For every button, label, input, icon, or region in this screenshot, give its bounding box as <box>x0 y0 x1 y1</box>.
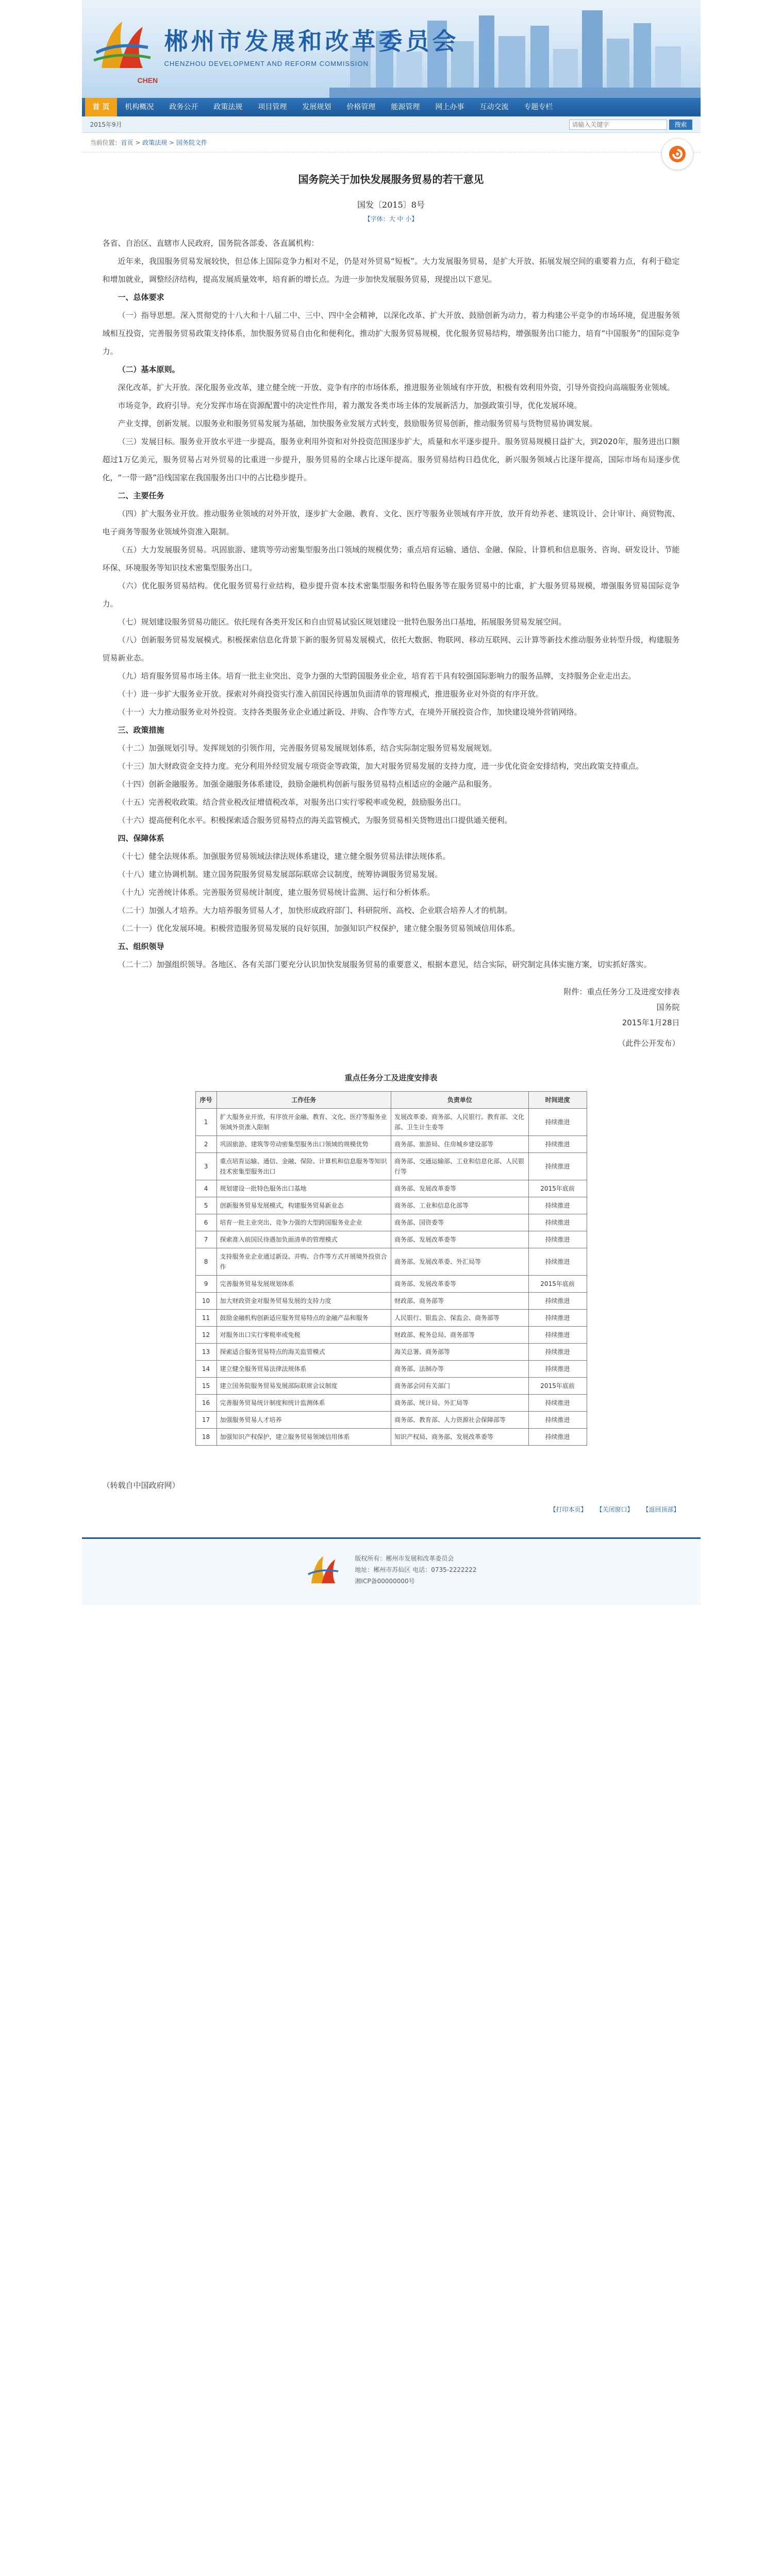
search-input[interactable] <box>569 120 667 130</box>
table-row <box>195 1344 587 1361</box>
cell-unit: 商务部会同有关部门 <box>391 1378 528 1395</box>
cell-time: 持续推进 <box>528 1395 587 1412</box>
cell-time: 持续推进 <box>528 1429 587 1446</box>
search-box <box>569 120 692 130</box>
cell-number: 2 <box>195 1136 217 1153</box>
main-nav <box>82 98 701 116</box>
table-row <box>195 1214 587 1231</box>
table-row <box>195 1197 587 1214</box>
table-row <box>195 1395 587 1412</box>
cell-unit: 财政部、商务部等 <box>391 1293 528 1310</box>
section-heading: 一、总体要求 <box>118 293 164 302</box>
nav-item-home[interactable]: 首 页 <box>85 98 118 116</box>
cell-time: 持续推进 <box>528 1344 587 1361</box>
document-number: 国发〔2015〕8号 <box>357 200 425 210</box>
cell-number: 4 <box>195 1180 217 1197</box>
paragraph: （十七）健全法规体系。加强服务贸易领域法律法规体系建设，建立健全服务贸易法律法规体系。 <box>118 852 451 861</box>
source-note: （转载自中国政府网） <box>102 1481 180 1490</box>
paragraph: （二十）加强人才培养。大力培养服务贸易人才，加快形成政府部门、科研院所、高校、企业联合培养人才的机制。 <box>118 906 512 915</box>
section-heading: 三、政策措施 <box>118 725 164 735</box>
table-header-number: 序号 <box>195 1092 217 1109</box>
nav-item-planning[interactable]: 发展规划 <box>302 103 331 111</box>
paragraph: （八）创新服务贸易发展模式。积极探索信息化背景下新的服务贸易发展模式，依托大数据、物联网、移动互联网、云计算等新技术推动服务业转型升级，构建服务贸易新业态。 <box>102 635 680 663</box>
section-heading: （二）基本原则。 <box>118 365 180 374</box>
nav-item-online-services[interactable]: 网上办事 <box>435 103 464 111</box>
table-header-row <box>195 1092 587 1109</box>
breadcrumb-current[interactable]: 国务院文件 <box>176 139 207 146</box>
cell-task: 规划建设一批特色服务出口基地 <box>217 1180 391 1197</box>
cell-time: 持续推进 <box>528 1109 587 1136</box>
nav-item-energy[interactable]: 能源管理 <box>391 103 420 111</box>
cell-number: 12 <box>195 1327 217 1344</box>
cell-time: 持续推进 <box>528 1327 587 1344</box>
back-to-top-button[interactable]: 【返回顶部】 <box>642 1506 680 1513</box>
cell-task: 建立健全服务贸易法律法规体系 <box>217 1361 391 1378</box>
cell-task: 加强知识产权保护，建立服务贸易领域信用体系 <box>217 1429 391 1446</box>
cell-unit: 商务部、法制办等 <box>391 1361 528 1378</box>
cell-unit: 商务部、教育部、人力资源社会保障部等 <box>391 1412 528 1429</box>
paragraph: （十四）创新金融服务。加强金融服务体系建设，鼓励金融机构创新与服务贸易特点相适应的金融产品和服务。 <box>118 779 497 789</box>
cell-time: 2015年底前 <box>528 1378 587 1395</box>
cell-task: 完善服务贸易统计制度和统计监测体系 <box>217 1395 391 1412</box>
table-row <box>195 1429 587 1446</box>
cell-unit: 商务部、交通运输部、工业和信息化部、人民银行等 <box>391 1153 528 1180</box>
section-heading: 五、组织领导 <box>118 942 164 951</box>
cell-unit: 发展改革委、商务部、人民银行、教育部、文化部、卫生计生委等 <box>391 1109 528 1136</box>
cell-unit: 商务部、旅游局、住房城乡建设部等 <box>391 1136 528 1153</box>
site-logo-block <box>91 11 459 78</box>
cell-unit: 财政部、税务总局、商务部等 <box>391 1327 528 1344</box>
cell-task: 创新服务贸易发展模式，构建服务贸易新业态 <box>217 1197 391 1214</box>
nav-item-policies[interactable]: 政策法规 <box>213 103 243 111</box>
cell-task: 探索准入前国民待遇加负面清单的管理模式 <box>217 1231 391 1248</box>
cell-task: 加强服务贸易人才培养 <box>217 1412 391 1429</box>
paragraph: （六）优化服务贸易结构。优化服务贸易行业结构，稳步提升资本技术密集型服务和特色服务等在服务贸易中的比重，扩大服务贸易规模，增强服务贸易国际竞争力。 <box>102 581 680 608</box>
app-badge-icon <box>667 144 688 164</box>
cell-number: 3 <box>195 1153 217 1180</box>
print-button[interactable]: 【打印本页】 <box>550 1506 587 1513</box>
breadcrumb-prefix: 当前位置： <box>90 139 121 146</box>
table-header-time: 时间进度 <box>528 1092 587 1109</box>
article <box>82 152 701 1456</box>
site-subtitle: CHENZHOU DEVELOPMENT AND REFORM COMMISSION <box>164 59 369 67</box>
article-title: 国务院关于加快发展服务贸易的若干意见 <box>298 173 484 185</box>
footer-copyright: 版权所有：郴州市发展和改革委员会 <box>355 1555 454 1562</box>
table-header-task: 工作任务 <box>217 1092 391 1109</box>
table-row <box>195 1136 587 1153</box>
cell-unit: 商务部、国资委等 <box>391 1214 528 1231</box>
cell-time: 持续推进 <box>528 1214 587 1231</box>
paragraph: （一）指导思想。深入贯彻党的十八大和十八届二中、三中、四中全会精神，以深化改革、扩大开放、鼓励创新为动力，着力构建公平竞争的市场环境，促进服务领域相互投资，完善服务贸易政策支持体系，加快服务贸易自由化和便利化，推动扩大服务贸易规模，优化服务贸易结构，增强服务出口能力，培育“中国服务”的国际竞争力。 <box>102 311 680 356</box>
breadcrumb-separator: > <box>167 139 176 146</box>
table-row <box>195 1248 587 1276</box>
attachment-note: 附件：重点任务分工及进度安排表 <box>563 987 680 996</box>
cell-number: 8 <box>195 1248 217 1276</box>
paragraph: 各省、自治区、直辖市人民政府，国务院各部委、各直属机构： <box>102 239 319 248</box>
footer-icp: 湘ICP备00000000号 <box>355 1578 415 1585</box>
logo-wordmark: CHEN <box>137 76 158 84</box>
breadcrumb-section[interactable]: 政策法规 <box>142 139 168 146</box>
font-size-tools <box>103 214 680 223</box>
cell-unit: 海关总署、商务部等 <box>391 1344 528 1361</box>
table-row <box>195 1412 587 1429</box>
cell-task: 对服务出口实行零税率或免税 <box>217 1327 391 1344</box>
cell-time: 持续推进 <box>528 1153 587 1180</box>
article-actions <box>82 1490 701 1522</box>
nav-item-public-affairs[interactable]: 政务公开 <box>169 103 198 111</box>
cell-task: 巩固旅游、建筑等劳动密集型服务出口领域的规模优势 <box>217 1136 391 1153</box>
paragraph: （九）培育服务贸易市场主体。培育一批主业突出、竞争力强的大型跨国服务业企业，培育若干具有较强国际影响力的服务品牌，支持服务企业走出去。 <box>118 671 636 681</box>
search-button[interactable]: 搜索 <box>669 120 692 130</box>
footer-text <box>355 1553 476 1587</box>
breadcrumb-separator: > <box>133 139 143 146</box>
paragraph: （四）扩大服务业开放。推动服务业领域的对外开放，逐步扩大金融、教育、文化、医疗等服务业领域有序开放，放开育幼养老、建筑设计、会计审计、商贸物流、电子商务等服务业领域外资准入限制。 <box>102 509 680 536</box>
table-row <box>195 1109 587 1136</box>
table-row <box>195 1310 587 1327</box>
article-body <box>103 234 680 974</box>
table-row <box>195 1180 587 1197</box>
site-title: 郴州市发展和改革委员会 <box>164 27 459 55</box>
cell-unit: 知识产权局、商务部、发展改革委等 <box>391 1429 528 1446</box>
cell-task: 重点培育运输、通信、金融、保险、计算机和信息服务等知识技术密集型服务出口 <box>217 1153 391 1180</box>
cell-number: 1 <box>195 1109 217 1136</box>
cell-number: 13 <box>195 1344 217 1361</box>
floating-app-icon[interactable] <box>661 138 693 170</box>
cell-number: 17 <box>195 1412 217 1429</box>
cell-time: 持续推进 <box>528 1361 587 1378</box>
cell-time: 持续推进 <box>528 1197 587 1214</box>
paragraph: （七）规划建设服务贸易功能区。依托现有各类开发区和自由贸易试验区规划建设一批特色服务出口基地，拓展服务贸易发展空间。 <box>118 617 567 626</box>
sub-toolbar <box>82 116 701 133</box>
nav-item-about[interactable]: 机构概况 <box>125 103 154 111</box>
cell-time: 持续推进 <box>528 1412 587 1429</box>
paragraph: （十六）提高便利化水平。积极探索适合服务贸易特点的海关监管模式，为服务贸易相关货物进出口提供通关便利。 <box>118 816 512 825</box>
site-footer <box>82 1537 701 1605</box>
table-row <box>195 1361 587 1378</box>
paragraph: （五）大力发展服务贸易。巩固旅游、建筑等劳动密集型服务出口领域的规模优势；重点培育运输、通信、金融、保险、计算机和信息服务、咨询、研发设计、节能环保、环境服务等知识技术密集型服务出口。 <box>102 545 680 572</box>
cell-number: 5 <box>195 1197 217 1214</box>
cell-unit: 人民银行、银监会、保监会、商务部等 <box>391 1310 528 1327</box>
cell-time: 持续推进 <box>528 1231 587 1248</box>
cell-time: 持续推进 <box>528 1136 587 1153</box>
cell-task: 完善服务贸易发展规划体系 <box>217 1276 391 1293</box>
paragraph: （十）进一步扩大服务业开放。探索对外商投资实行准入前国民待遇加负面清单的管理模式，推进服务业对外资的有序开放。 <box>118 689 543 699</box>
table-row <box>195 1293 587 1310</box>
breadcrumb-home[interactable]: 首页 <box>121 139 134 146</box>
task-table <box>195 1091 587 1446</box>
paragraph: （十八）建立协调机制。建立国务院服务贸易发展部际联席会议制度，统筹协调服务贸易发展。 <box>118 870 443 879</box>
current-date: 2015年9月 <box>90 121 122 128</box>
table-row <box>195 1276 587 1293</box>
table-row <box>195 1327 587 1344</box>
page <box>82 0 701 1605</box>
paragraph: （二十一）优化发展环境。积极营造服务贸易发展的良好氛围，加强知识产权保护，建立健全服务贸易领域信用体系。 <box>118 924 520 933</box>
paragraph: （三）发展目标。服务业开放水平进一步提高，服务业利用外资和对外投资范围逐步扩大，质量和水平逐步提升。服务贸易规模日益扩大，到2020年，服务进出口额超过1万亿美元，服务贸易占对外贸易的比重进一步提升，服务贸易的全球占比逐年提高。服务贸易结构日趋优化，新兴服务领域占比逐年提高，国际市场布局逐步优化，“一带一路”沿线国家在我国服务出口中的占比稳步提升。 <box>102 437 680 482</box>
paragraph: （十一）大力推动服务业对外投资。支持各类服务业企业通过新设、并购、合作等方式，在境外开展投资合作，加快建设境外营销网络。 <box>118 707 582 717</box>
cell-unit: 商务部、工业和信息化部等 <box>391 1197 528 1214</box>
footer-address: 地址：郴州市苏仙区 电话：0735-2222222 <box>355 1566 477 1573</box>
paragraph: （十二）加强规划引导。发挥规划的引领作用，完善服务贸易发展规划体系，结合实际制定服务贸易发展规划。 <box>118 743 497 753</box>
signature-block <box>103 984 680 1030</box>
paragraph: （十三）加大财政资金支持力度。充分利用外经贸发展专项资金等政策，加大对服务贸易发展的支持力度，进一步优化资金安排结构，突出政策支持重点。 <box>118 761 644 771</box>
cell-time: 持续推进 <box>528 1248 587 1276</box>
cell-task: 建立国务院服务贸易发展部际联席会议制度 <box>217 1378 391 1395</box>
cell-number: 16 <box>195 1395 217 1412</box>
footer-logo <box>305 1550 341 1589</box>
cell-time: 2015年底前 <box>528 1180 587 1197</box>
cell-number: 14 <box>195 1361 217 1378</box>
section-heading: 二、主要任务 <box>118 491 164 500</box>
paragraph: 近年来，我国服务贸易发展较快，但总体上国际竞争力相对不足，仍是对外贸易“短板”。大力发展服务贸易，是扩大开放、拓展发展空间的重要着力点，有利于稳定和增加就业，调整经济结构，提高发展质量效率，培育新的增长点。为进一步加快发展服务贸易，现提出以下意见。 <box>102 257 680 284</box>
paragraph: （十五）完善税收政策。结合营业税改征增值税改革，对服务出口实行零税率或免税，鼓励服务出口。 <box>118 798 466 807</box>
public-note: （此件公开发布） <box>618 1039 680 1048</box>
cell-unit: 商务部、发展改革委、外汇局等 <box>391 1248 528 1276</box>
cell-number: 7 <box>195 1231 217 1248</box>
nav-item-pricing[interactable]: 价格管理 <box>346 103 376 111</box>
cell-unit: 商务部、发展改革委等 <box>391 1180 528 1197</box>
nav-item-topics[interactable]: 专题专栏 <box>524 103 553 111</box>
paragraph: （十九）完善统计体系。完善服务贸易统计制度，建立服务贸易统计监测、运行和分析体系。 <box>118 888 435 897</box>
font-size-toggle[interactable]: 【字体：大 中 小】 <box>364 215 418 223</box>
cell-number: 10 <box>195 1293 217 1310</box>
cell-number: 15 <box>195 1378 217 1395</box>
table-header-unit: 负责单位 <box>391 1092 528 1109</box>
site-logo[interactable] <box>91 11 153 78</box>
cell-number: 11 <box>195 1310 217 1327</box>
table-row <box>195 1153 587 1180</box>
issue-date: 2015年1月28日 <box>622 1018 680 1027</box>
cell-unit: 商务部、发展改革委等 <box>391 1231 528 1248</box>
cell-task: 加大财政资金对服务贸易发展的支持力度 <box>217 1293 391 1310</box>
section-heading: 四、保障体系 <box>118 834 164 843</box>
paragraph: 深化改革，扩大开放。深化服务业改革，建立健全统一开放、竞争有序的市场体系，推进服务业领域有序开放，积极有效利用外资，引导外资投向高端服务业领域。 <box>118 383 675 392</box>
cell-task: 扩大服务业开放，有序放开金融、教育、文化、医疗等服务业领域外资准入限制 <box>217 1109 391 1136</box>
cell-time: 持续推进 <box>528 1310 587 1327</box>
attachment-title: 重点任务分工及进度安排表 <box>344 1073 438 1082</box>
paragraph: 市场竞争，政府引导。充分发挥市场在资源配置中的决定性作用，着力激发各类市场主体的发展新活力，加强政策引导，优化发展环境。 <box>118 401 582 410</box>
close-window-button[interactable]: 【关闭窗口】 <box>596 1506 634 1513</box>
cell-unit: 商务部、发展改革委等 <box>391 1276 528 1293</box>
cell-task: 培育一批主业突出、竞争力强的大型跨国服务业企业 <box>217 1214 391 1231</box>
cell-task: 支持服务业企业通过新设、并购、合作等方式开展境外投资合作 <box>217 1248 391 1276</box>
cell-number: 9 <box>195 1276 217 1293</box>
paragraph: （二十二）加强组织领导。各地区、各有关部门要充分认识加快发展服务贸易的重要意义，根据本意见，结合实际，研究制定具体实施方案，切实抓好落实。 <box>118 960 652 969</box>
nav-item-projects[interactable]: 项目管理 <box>258 103 287 111</box>
breadcrumb <box>82 133 701 152</box>
cell-number: 6 <box>195 1214 217 1231</box>
cell-time: 2015年底前 <box>528 1276 587 1293</box>
cell-unit: 商务部、统计局、外汇局等 <box>391 1395 528 1412</box>
cell-task: 鼓励金融机构创新适应服务贸易特点的金融产品和服务 <box>217 1310 391 1327</box>
paragraph: 产业支撑，创新发展。以服务业和服务贸易发展为基础，加快服务业发展方式转变，鼓励服务贸易创新，推动服务贸易与货物贸易协调发展。 <box>118 419 597 428</box>
issuer: 国务院 <box>656 1003 680 1012</box>
cell-task: 探索适合服务贸易特点的海关监管模式 <box>217 1344 391 1361</box>
table-row <box>195 1378 587 1395</box>
cell-number: 18 <box>195 1429 217 1446</box>
table-row <box>195 1231 587 1248</box>
cell-time: 持续推进 <box>528 1293 587 1310</box>
nav-item-interaction[interactable]: 互动交流 <box>479 103 509 111</box>
site-banner <box>82 0 701 98</box>
